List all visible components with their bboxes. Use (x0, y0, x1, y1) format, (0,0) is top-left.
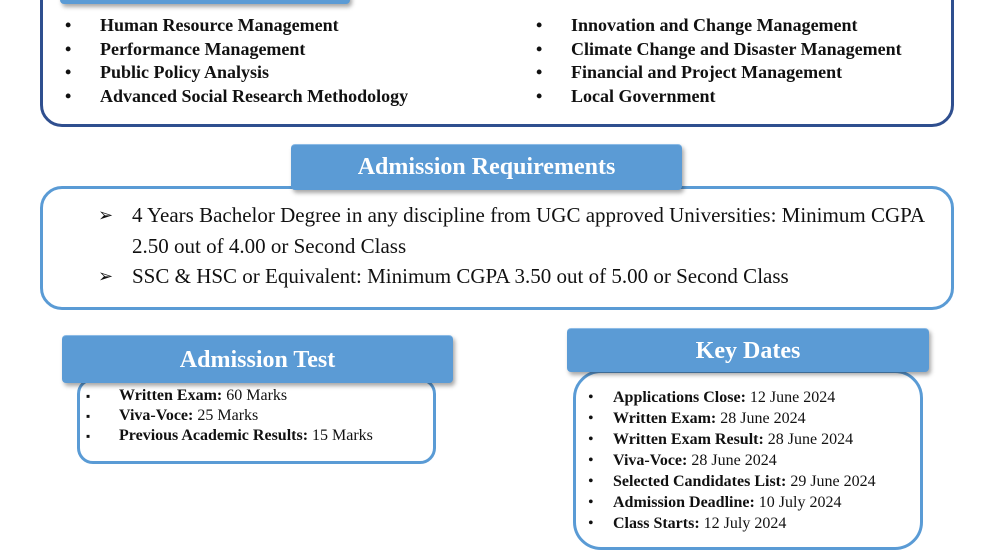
key-date-item (588, 450, 876, 471)
list-item: • Human Resource Management (42, 14, 408, 38)
list-item: • Local Government (513, 85, 902, 109)
key-date-item (588, 471, 876, 492)
test-item (86, 406, 373, 426)
list-item: • Innovation and Change Management (513, 14, 902, 38)
test-item-label: Viva-Voce: (119, 407, 194, 424)
key-date-item (588, 492, 876, 513)
requirements-title: Admission Requirements (291, 144, 682, 190)
test-item (86, 386, 373, 406)
key-dates-title: Key Dates (567, 328, 929, 372)
list-item: • Climate Change and Disaster Management (513, 38, 902, 62)
test-item (86, 426, 373, 446)
test-item-value: 25 Marks (193, 407, 259, 424)
list-item: • Performance Management (42, 38, 408, 62)
key-date-value: 12 June 2024 (745, 389, 836, 406)
key-date-item (588, 429, 876, 450)
key-date-item (588, 513, 876, 534)
requirements-list (98, 200, 948, 292)
specializations-right-list (513, 14, 902, 108)
key-date-value: 12 July 2024 (699, 515, 787, 532)
key-date-value: 10 July 2024 (754, 494, 842, 511)
list-item: • Financial and Project Management (513, 61, 902, 85)
key-date-value: 28 June 2024 (716, 410, 806, 427)
key-date-label: Selected Candidates List: (613, 473, 787, 490)
test-item-label: Written Exam: (119, 387, 223, 404)
key-date-label: Written Exam: (613, 410, 717, 427)
requirement-item: ➢ SSC & HSC or Equivalent: Minimum CGPA 3.50 out of 5.00 or Second Class (98, 261, 948, 292)
key-date-item (588, 387, 876, 408)
specializations-left-list (42, 14, 408, 108)
key-date-label: Written Exam Result: (613, 431, 764, 448)
list-item: • Advanced Social Research Methodology (42, 85, 408, 109)
specializations-header (60, 0, 350, 4)
key-dates-list (588, 387, 876, 534)
key-date-item (588, 408, 876, 429)
requirement-item: ➢ 4 Years Bachelor Degree in any discipline from UGC approved Universities: Minimum CGPA 2.50 out of 4.00 or Second Class (98, 200, 948, 261)
test-item-value: 15 Marks (308, 427, 373, 444)
key-date-value: 28 June 2024 (763, 431, 854, 448)
key-date-value: 28 June 2024 (687, 452, 777, 469)
admission-test-list (86, 386, 373, 446)
key-date-label: Admission Deadline: (613, 494, 755, 511)
test-item-label: Previous Academic Results: (119, 427, 309, 444)
test-item-value: 60 Marks (222, 387, 288, 404)
key-date-label: Class Starts: (613, 515, 700, 532)
admission-test-title: Admission Test (62, 335, 453, 383)
list-item: • Public Policy Analysis (42, 61, 408, 85)
key-date-label: Viva-Voce: (613, 452, 688, 469)
key-date-label: Applications Close: (613, 389, 746, 406)
key-date-value: 29 June 2024 (786, 473, 876, 490)
